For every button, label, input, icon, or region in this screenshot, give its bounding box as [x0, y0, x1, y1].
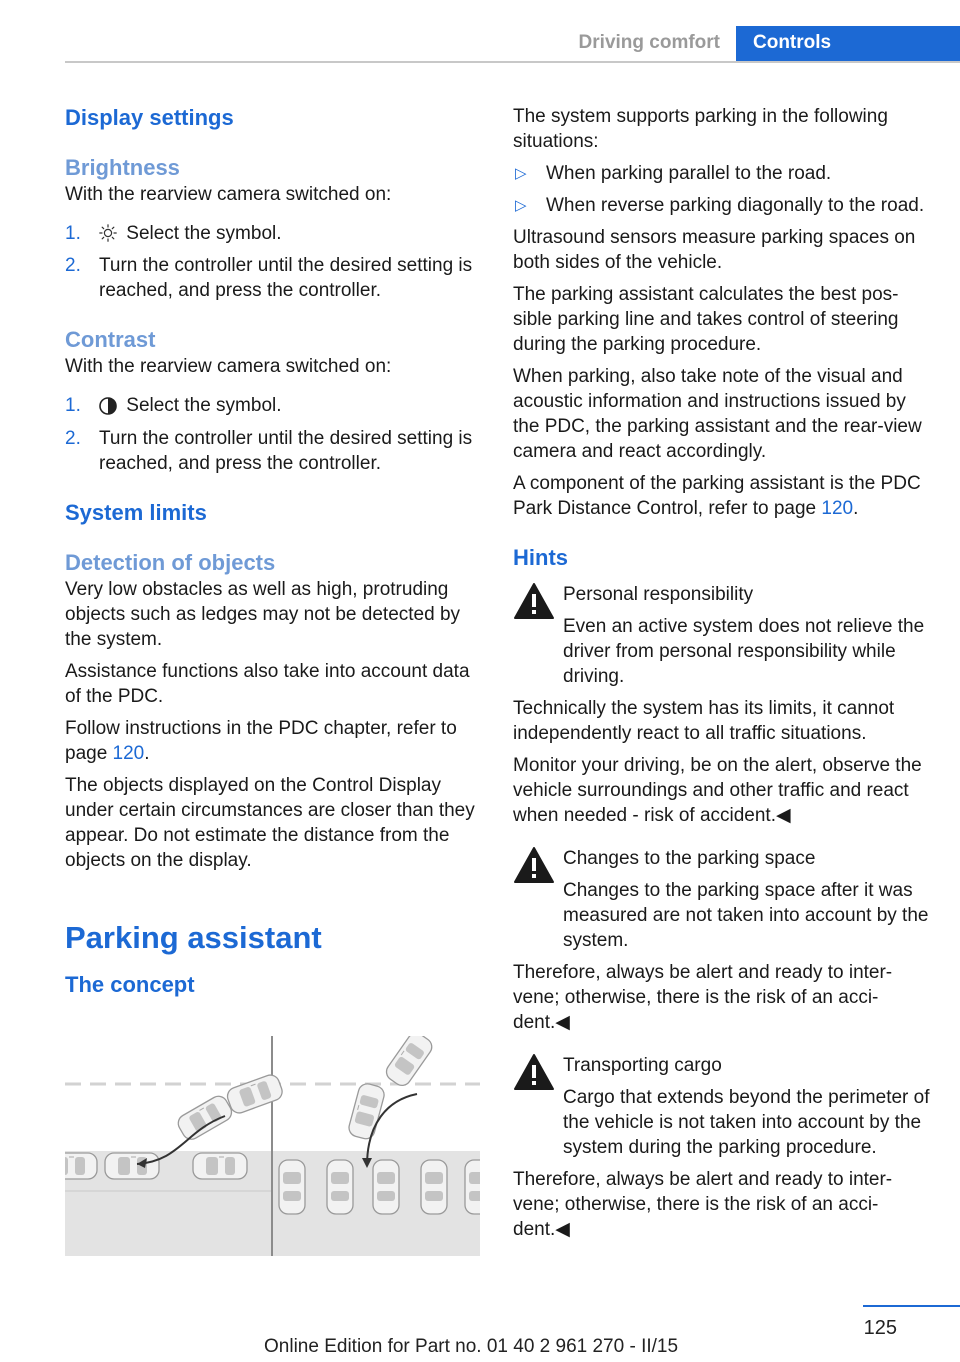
page-number: 125 — [863, 1317, 897, 1339]
edition-footer: Online Edition for Part no. 01 40 2 961 270 - II/15 — [264, 1336, 679, 1357]
brightness-sun-icon — [99, 221, 121, 246]
step-text: Select the symbol. — [126, 395, 282, 417]
body-paragraph: A component of the parking assistant is the PDC Park Distance Control, refer to page 120. — [513, 473, 921, 519]
body-paragraph: When parking, also take note of the visual and acoustic information and instructions issued by the PDC, the parking assistant and the rear-view camera and react accordingly. — [513, 366, 922, 462]
warning-paragraph: Therefore, always be alert and ready to inter-vene; otherwise, there is the risk of an acci-dent.◀ — [513, 1169, 893, 1240]
warning-parking-space-changes — [513, 846, 931, 953]
detection-paragraph: The objects displayed on the Control Display under certain circumstances are closer than they appear. Do not estimate the distance from the objects on the display. — [65, 774, 475, 871]
right-column — [513, 104, 931, 1242]
warning-body: Even an active system does not relieve the driver from personal responsibility while driving. — [563, 616, 925, 687]
situations-list — [513, 161, 931, 218]
detection-heading: Detection of objects — [65, 549, 276, 575]
warning-personal-responsibility — [513, 582, 931, 689]
warning-paragraph: Monitor your driving, be on the alert, observe the vehicle surroundings and other traffic and react when needed - risk of accident.◀ — [513, 755, 922, 826]
header-rule — [65, 61, 960, 63]
body-paragraph: The parking assistant calculates the best pos-sible parking line and takes control of steering during the parking procedure. — [513, 284, 899, 355]
warning-paragraph: Technically the system has its limits, it cannot independently react to all traffic situations. — [513, 698, 895, 744]
triangle-bullet-icon: ▷ — [515, 197, 527, 214]
display-settings-heading: Display settings — [65, 105, 234, 130]
warning-icon — [513, 1053, 555, 1091]
detection-paragraph: Very low obstacles as well as high, protruding objects such as ledges may not be detected by the system. — [65, 578, 461, 650]
page-link[interactable]: 120 — [112, 742, 145, 764]
contrast-intro: With the rearview camera switched on: — [65, 356, 392, 378]
list-item: ▷ When parking parallel to the road. — [515, 163, 832, 184]
header-section: Driving comfort — [578, 32, 720, 53]
brightness-heading: Brightness — [65, 155, 180, 180]
body-paragraph: Ultrasound sensors measure parking spaces on both sides of the vehicle. — [513, 227, 916, 273]
pdc-ref-text: Follow instructions in the PDC chapter, refer to page — [65, 717, 457, 764]
brightness-steps — [65, 221, 483, 303]
warning-body: Cargo that extends beyond the perimeter of the vehicle is not taken into account by the system during the parking procedure. — [563, 1087, 930, 1158]
list-item — [65, 221, 483, 246]
concept-heading: The concept — [65, 971, 195, 997]
parking-assistant-heading: Parking assistant — [65, 919, 322, 955]
parking-diagram — [65, 1036, 480, 1256]
page-number-rule — [863, 1305, 960, 1307]
brightness-intro: With the rearview camera switched on: — [65, 184, 392, 205]
contrast-heading: Contrast — [65, 327, 156, 353]
step-number: 2. — [65, 255, 81, 277]
step-text: Turn the controller until the desired setting is reached, and press the controller. — [99, 427, 473, 474]
contrast-steps — [65, 393, 483, 475]
step-number: 1. — [65, 223, 81, 244]
warning-title: Changes to the parking space — [563, 848, 816, 869]
hints-heading: Hints — [513, 545, 568, 570]
warning-icon — [513, 846, 555, 884]
warning-title: Personal responsibility — [563, 584, 754, 605]
warning-transporting-cargo — [513, 1053, 931, 1160]
warning-paragraph: Therefore, always be alert and ready to inter-vene; otherwise, there is the risk of an acci-dent.◀ — [513, 962, 893, 1033]
detection-paragraph: Follow instructions in the PDC chapter, refer to page 120. — [65, 717, 457, 764]
step-text: Select the symbol. — [126, 223, 282, 244]
list-item: ▷ When reverse parking diagonally to the road. — [515, 195, 925, 216]
warning-title: Transporting cargo — [563, 1055, 722, 1076]
triangle-bullet-icon: ▷ — [515, 165, 527, 182]
parking-illustration — [65, 1036, 480, 1256]
system-limits-heading: System limits — [65, 499, 207, 525]
support-intro: The system supports parking in the following situations: — [513, 106, 888, 152]
list-item — [65, 393, 483, 418]
list-item — [65, 253, 483, 303]
step-text: Turn the controller until the desired setting is reached, and press the controller. — [99, 255, 473, 302]
warning-body: Changes to the parking space after it was measured are not taken into account by the system. — [563, 880, 929, 951]
warning-icon — [513, 582, 555, 620]
contrast-icon — [99, 394, 121, 419]
detection-paragraph: Assistance functions also take into account data of the PDC. — [65, 660, 470, 707]
page-link[interactable]: 120 — [821, 498, 854, 519]
step-number: 1. — [65, 395, 81, 417]
left-column — [65, 104, 483, 999]
list-item — [65, 426, 483, 476]
step-number: 2. — [65, 427, 81, 449]
header-chapter: Controls — [736, 26, 960, 61]
